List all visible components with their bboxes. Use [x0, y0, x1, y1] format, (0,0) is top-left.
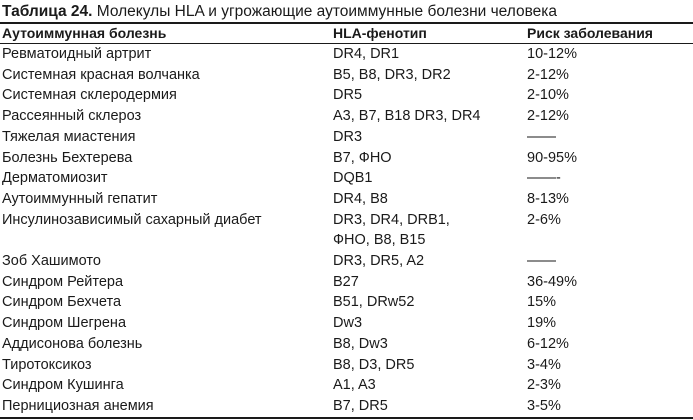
- column-header-phenotype: HLA-фенотип: [333, 25, 427, 41]
- table-row: [0, 251, 693, 272]
- table-row: [0, 85, 693, 106]
- risk-cell: ——-: [527, 170, 561, 187]
- phenotype-cell: B51, DRw52: [333, 294, 415, 311]
- table-row: [0, 189, 693, 210]
- table-caption: [2, 3, 557, 21]
- phenotype-cell: B8, D3, DR5: [333, 356, 415, 373]
- table-row: [0, 396, 693, 417]
- disease-cell: Зоб Хашимото: [2, 253, 101, 270]
- disease-cell: Системная красная волчанка: [2, 66, 200, 83]
- phenotype-cell: DQB1: [333, 170, 373, 187]
- phenotype-cell: B5, B8, DR3, DR2: [333, 66, 451, 83]
- risk-cell: ——: [527, 253, 556, 270]
- phenotype-cell: DR4, DR1: [333, 46, 400, 62]
- risk-cell: ——: [527, 128, 556, 145]
- disease-cell: Дерматомиозит: [2, 170, 108, 187]
- disease-cell: Болезнь Бехтерева: [2, 149, 133, 166]
- table-row: [0, 355, 693, 376]
- phenotype-cell: DR3: [333, 128, 363, 145]
- phenotype-line: DR3, DR4, DRB1,: [333, 211, 450, 228]
- risk-cell: 2-10%: [527, 87, 569, 104]
- table-row: [0, 106, 693, 127]
- risk-cell: 6-12%: [527, 335, 569, 352]
- table-row: [0, 127, 693, 148]
- column-header-risk: Риск заболевания: [527, 25, 653, 41]
- table-row: [0, 313, 693, 334]
- risk-cell: 2-6%: [527, 211, 561, 228]
- table-row: [0, 334, 693, 355]
- phenotype-cell: Dw3: [333, 315, 363, 332]
- phenotype-cell: DR3, DR5, A2: [333, 253, 425, 270]
- risk-cell: 8-13%: [527, 190, 569, 207]
- phenotype-cell: DR4, B8: [333, 190, 388, 207]
- phenotype-cell: DR5: [333, 87, 363, 104]
- disease-cell: Синдром Рейтера: [2, 273, 124, 290]
- table-caption-text: Молекулы HLA и угрожающие аутоиммунные болезни человека: [92, 3, 558, 20]
- risk-cell: 10-12%: [527, 46, 577, 62]
- risk-cell: 3-5%: [527, 397, 561, 414]
- disease-cell: Тиротоксикоз: [2, 356, 92, 373]
- phenotype-line: ФНО, B8, B15: [333, 232, 426, 249]
- disease-cell: Ревматоидный артрит: [2, 46, 152, 62]
- risk-cell: 2-3%: [527, 377, 561, 394]
- disease-cell: Системная склеродермия: [2, 87, 177, 104]
- table-bottom-rule: [0, 417, 693, 419]
- phenotype-cell: B7, DR5: [333, 397, 388, 414]
- table-row: [0, 148, 693, 169]
- table-row: [0, 292, 693, 313]
- risk-cell: 90-95%: [527, 149, 577, 166]
- risk-cell: 3-4%: [527, 356, 561, 373]
- table-caption-label: Таблица 24.: [2, 3, 93, 20]
- table-row: [0, 210, 693, 251]
- phenotype-cell: A1, A3: [333, 377, 376, 394]
- column-header-disease: Аутоиммунная болезнь: [2, 25, 167, 41]
- table-row: [0, 168, 693, 189]
- disease-cell: Синдром Кушинга: [2, 377, 124, 394]
- phenotype-cell: [329, 210, 522, 251]
- table-row: [0, 375, 693, 396]
- table-row: [0, 65, 693, 86]
- phenotype-cell: B27: [333, 273, 359, 290]
- disease-cell: Пернициозная анемия: [2, 397, 154, 414]
- disease-cell: Тяжелая миастения: [2, 128, 136, 145]
- table-row: [0, 272, 693, 293]
- phenotype-cell: B8, Dw3: [333, 335, 388, 352]
- disease-cell: Аддисонова болезнь: [2, 335, 143, 352]
- hla-disease-table: [0, 24, 693, 417]
- phenotype-cell: A3, B7, B18 DR3, DR4: [333, 108, 481, 125]
- disease-cell: Аутоиммунный гепатит: [2, 190, 158, 207]
- disease-cell: Синдром Шегрена: [2, 315, 127, 332]
- disease-cell: Синдром Бехчета: [2, 294, 122, 311]
- phenotype-cell: B7, ФНО: [333, 149, 392, 166]
- table-header-row: [0, 24, 693, 43]
- risk-cell: 19%: [527, 315, 557, 332]
- disease-cell: Рассеянный склероз: [2, 108, 142, 125]
- risk-cell: 2-12%: [527, 66, 569, 83]
- table-row: [0, 43, 693, 65]
- risk-cell: 15%: [527, 294, 557, 311]
- disease-cell: Инсулинозависимый сахарный диабет: [2, 211, 262, 228]
- risk-cell: 2-12%: [527, 108, 569, 125]
- risk-cell: 36-49%: [527, 273, 577, 290]
